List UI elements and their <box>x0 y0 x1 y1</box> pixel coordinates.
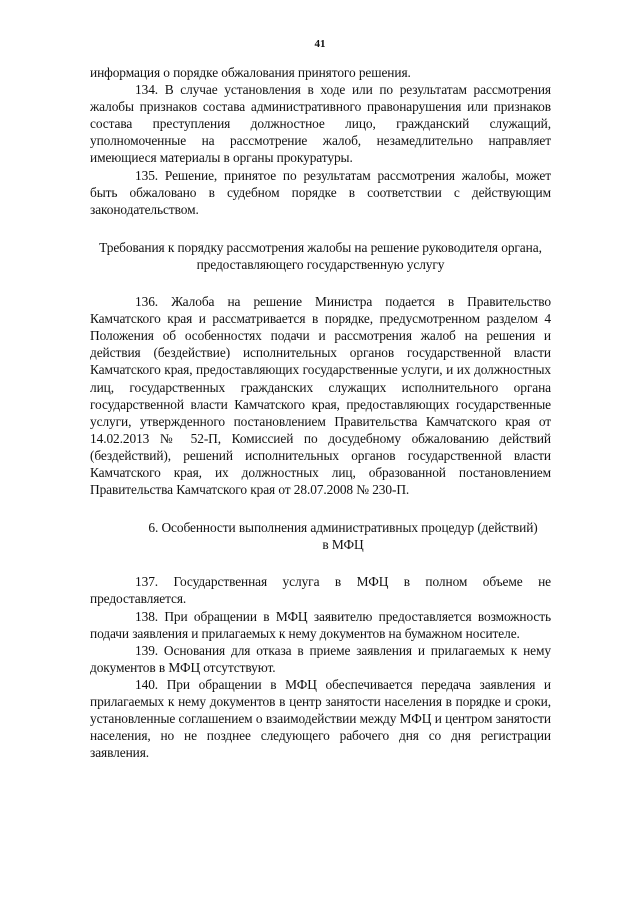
paragraph-136: 136. Жалоба на решение Министра подается в Правительство Камчатского края и рассматривается в порядке, предусмотренном разделом 4 Положения об особенностях подачи и рассмотрения жалоб на решения и действия (бездействие) исполнительных органов государственной власти Камчатского края, предоставляющих государственные услуги, и их должностных лиц, государственных гражданских служащих исполнительного органа государственной власти Камчатского края, предоставляющих государственные услуги, утвержденного постановлением Правительства Камчатского края от 14.02.2013 № 52-П, Комиссией по досудебному обжалованию действий (бездействий), решений исполнительных органов государственной власти Камчатского края, их должностных лиц, образованной постановлением Правительства Камчатского края от 28.07.2008 № 230-П. <box>90 294 551 498</box>
paragraph-139: 139. Основания для отказа в приеме заявления и прилагаемых к нему документов в МФЦ отсутствуют. <box>90 642 551 675</box>
heading-requirements-line2: предоставляющего государственную услугу <box>196 256 445 272</box>
heading-section-6-line1: 6. Особенности выполнения административных процедур (действий) <box>148 520 538 536</box>
paragraph-137: 137. Государственная услуга в МФЦ в полном объеме не предоставляется. <box>90 574 551 607</box>
paragraph-138: 138. При обращении в МФЦ заявителю предоставляется возможность подачи заявления и прилагаемых к нему документов на бумажном носителе. <box>90 608 551 641</box>
document-body <box>90 64 551 761</box>
heading-section-6-line2: в МФЦ <box>322 537 364 553</box>
paragraph-140: 140. При обращении в МФЦ обеспечивается передача заявления и прилагаемых к нему документов в центр занятости населения в порядке и сроки, установленные соглашением о взаимодействии между МФЦ и центром занятости населения, но не позднее следующего рабочего дня со дня регистрации заявления. <box>90 676 551 761</box>
page-number: 41 <box>314 38 326 50</box>
paragraph-134: 134. В случае установления в ходе или по результатам рассмотрения жалобы признаков состава административного правонарушения или признаков состава преступления должностное лицо, гражданский служащий, уполномоченные на рассмотрение жалоб, незамедлительно направляет имеющиеся материалы в органы прокуратуры. <box>90 82 551 166</box>
heading-requirements-line1: Требования к порядку рассмотрения жалобы на решение руководителя органа, <box>99 239 542 255</box>
heading-section-6 <box>90 519 551 553</box>
paragraph-135: 135. Решение, принятое по результатам рассмотрения жалобы, может быть обжаловано в судебном порядке в соответствии с действующим законодательством. <box>90 167 551 217</box>
paragraph-continuation: информация о порядке обжалования принятого решения. <box>90 65 411 80</box>
heading-requirements <box>90 239 551 273</box>
